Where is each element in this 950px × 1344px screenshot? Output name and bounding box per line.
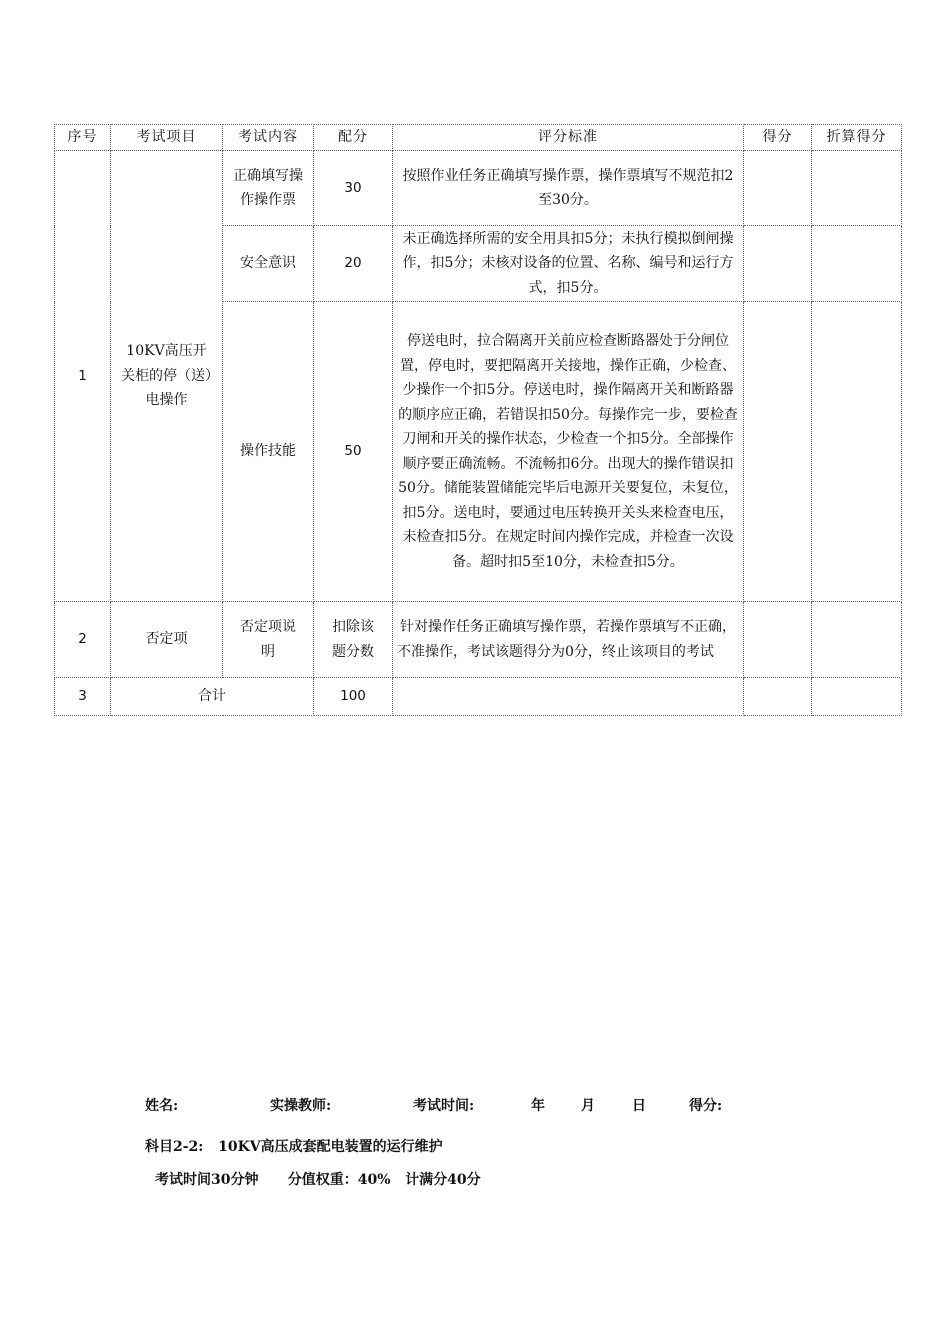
criteria — [393, 678, 744, 716]
converted-score-cell — [812, 678, 902, 716]
criteria: 未正确选择所需的安全用具扣5分；未执行模拟倒闸操作，扣5分；未核对设备的位置、名称、编号和运行方式，扣5分。 — [393, 226, 744, 302]
exam-content: 否定项说明 — [223, 602, 314, 678]
header-index: 序号 — [55, 125, 111, 151]
criteria: 针对操作任务正确填写操作票，若操作票填写不正确，不准操作，考试该题得分为0分，终止该项目的考试 — [393, 602, 744, 678]
table-row — [55, 151, 902, 226]
scoring-table — [54, 124, 902, 716]
header-exam-content: 考试内容 — [223, 125, 314, 151]
subject-title: 科目2-2: 10KV高压成套配电装置的运行维护 — [145, 1139, 443, 1155]
header-exam-item: 考试项目 — [111, 125, 223, 151]
converted-score-cell — [812, 302, 902, 602]
table-row — [55, 602, 902, 678]
teacher-label: 实操教师: — [270, 1098, 332, 1114]
converted-score-cell — [812, 602, 902, 678]
points: 50 — [314, 302, 393, 602]
table-row — [55, 678, 902, 716]
score-cell — [744, 678, 812, 716]
points: 20 — [314, 226, 393, 302]
criteria: 按照作业任务正确填写操作票，操作票填写不规范扣2至30分。 — [393, 151, 744, 226]
exam-content: 正确填写操作操作票 — [223, 151, 314, 226]
row-index: 2 — [55, 602, 111, 678]
day-label: 日 — [632, 1098, 646, 1114]
row-index: 3 — [55, 678, 111, 716]
header-criteria: 评分标准 — [393, 125, 744, 151]
exam-content: 安全意识 — [223, 226, 314, 302]
exam-content: 操作技能 — [223, 302, 314, 602]
header-points: 配分 — [314, 125, 393, 151]
points: 30 — [314, 151, 393, 226]
name-label: 姓名: — [145, 1098, 179, 1114]
exam-item: 否定项 — [111, 602, 223, 678]
score-cell — [744, 226, 812, 302]
converted-score-cell — [812, 226, 902, 302]
exam-item: 10KV高压开关柜的停（送）电操作 — [111, 151, 223, 602]
total-points: 100 — [314, 678, 393, 716]
row-index: 1 — [55, 151, 111, 602]
score-cell — [744, 602, 812, 678]
converted-score-cell — [812, 151, 902, 226]
score-cell — [744, 302, 812, 602]
table-header-row — [55, 125, 902, 151]
year-label: 年 — [531, 1098, 545, 1114]
header-score: 得分 — [744, 125, 812, 151]
criteria: 停送电时，拉合隔离开关前应检查断路器处于分闸位置，停电时，要把隔离开关接地，操作正确，少检查、少操作一个扣5分。停送电时，操作隔离开关和断路器的顺序应正确，若错误扣50分。每操作完一步，要检查刀闸和开关的操作状态，少检查一个扣5分。全部操作顺序要正确流畅。不流畅扣6分。出现大的操作错误扣50分。储能装置储能完毕后电源开关要复位，未复位，扣5分。送电时，要通过电压转换开关头来检查电压，未检查扣5分。在规定时间内操作完成，并检查一次设备。超时扣5至10分，未检查扣5分。 — [393, 302, 744, 602]
score-label: 得分: — [689, 1098, 723, 1114]
exam-duration: 考试时间30分钟 分值权重：40% 计满分40分 — [155, 1172, 481, 1188]
exam-time-label: 考试时间: — [413, 1098, 475, 1114]
header-converted-score: 折算得分 — [812, 125, 902, 151]
month-label: 月 — [581, 1098, 595, 1114]
points: 扣除该题分数 — [314, 602, 393, 678]
total-label: 合计 — [111, 678, 314, 716]
score-cell — [744, 151, 812, 226]
